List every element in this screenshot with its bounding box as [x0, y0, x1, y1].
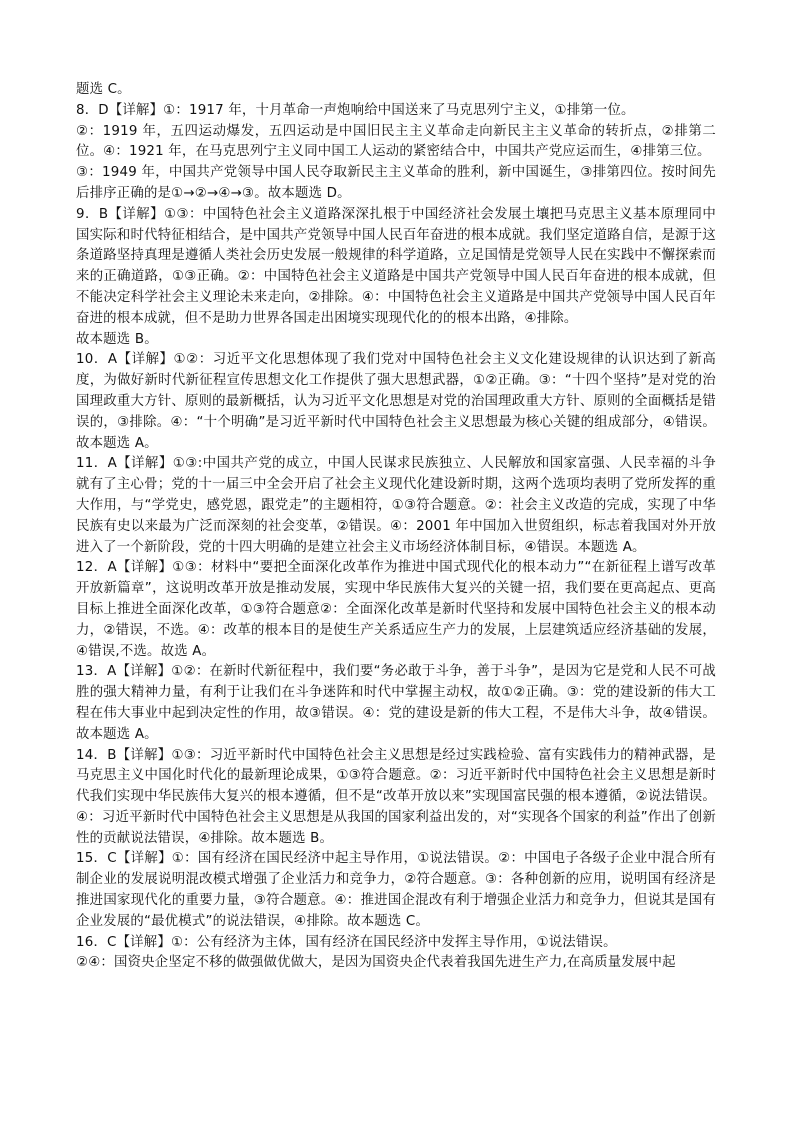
answer-14: 14．B【详解】①③：习近平新时代中国特色社会主义思想是经过实践检验、富有实践伟力的精神武器，是马克思主义中国化时代化的最新理论成果，①③符合题意。②：习近平新时代中国特色社会主义思想是新时代我们实现中华民族伟大复兴的根本遵循，但不是“改革开放以来”实现国富民强的根本遵循，②说法错误。④：习近平新时代中国特色社会主义思想是从我国的国家利益出发的，对“实现各个国家的利益”作出了创新性的贡献说法错误，④排除。故本题选 B。	[76, 747, 716, 846]
answer-12: 12．A【详解】①③：材料中“要把全面深化改革作为推进中国式现代化的根本动力”“在新征程上谱写改革开放新篇章”，这说明改革开放是推动发展，实现中华民族伟大复兴的关键一招，我们要在更高起点、更高目标上推进全面深化改革，①③符合题意②：全面深化改革是新时代坚持和发展中国特色社会主义的根本动力，②错误，不选。④：改革的根本目的是使生产关系适应生产力的发展，上层建筑适应经济基础的发展，④错误,不选。故选 A。	[76, 560, 716, 659]
answer-9-conclusion: 故本题选 B。	[76, 331, 158, 347]
answer-8-line-2: ②：1919 年，五四运动爆发，五四运动是中国旧民主主义革命走向新民主主义革命的转折点，②排第二位。④：1921 年，在马克思列宁主义同中国工人运动的紧密结合中，中国共产党应运而生，④排第三位。	[76, 123, 716, 160]
answer-16-line-2: ②④：国资央企坚定不移的做强做优做大，是因为国资央企代表着我国先进生产力,在高质量发展中起	[76, 955, 676, 971]
answer-11: 11．A【详解】①③:中国共产党的成立，中国人民谋求民族独立、人民解放和国家富强、人民幸福的斗争就有了主心骨；党的十一届三中全会开启了社会主义现代化建设新时期，这两个选项均表明了党所发挥的重大作用，与“学党史，感党恩，跟党走”的主题相符，①③符合题意。②：社会主义改造的完成，实现了中华民族有史以来最为广泛而深刻的社会变革，②错误。④：2001 年中国加入世贸组织，标志着我国对外开放进入了一个新阶段，党的十四大明确的是建立社会主义市场经济体制目标，④错误。本题选 A。	[76, 456, 716, 555]
paragraph: 题选 C。	[76, 82, 131, 97]
answer-15: 15．C【详解】①：国有经济在国民经济中起主导作用，①说法错误。②：中国电子各级子企业中混合所有制企业的发展说明混改模式增强了企业活力和竞争力，②符合题意。③：各种创新的应用，说明国有经济是推进国家现代化的重要力量，③符合题意。④：推进国企混改有利于增强企业活力和竞争力，但说其是国有企业发展的“最优模式”的说法错误，④排除。故本题选 C。	[76, 851, 716, 929]
answer-10: 10．A【详解】①②：习近平文化思想体现了我们党对中国特色社会主义文化建设规律的认识达到了新高度，为做好新时代新征程宣传思想文化工作提供了强大思想武器，①②正确。③：“十四个坚持”是对党的治国理政重大方针、原则的最新概括，认为习近平文化思想是对党的治国理政重大方针、原则的全面概括是错误的，③排除。④：“十个明确”是习近平新时代中国特色社会主义思想最为核心关键的组成部分，④错误。故本题选 A。	[76, 352, 716, 451]
answer-8-line-3: ③：1949 年，中国共产党领导中国人民夺取新民主主义革命的胜利，新中国诞生，③排第四位。按时间先后排序正确的是①→②→④→③。故本题选 D。	[76, 165, 716, 201]
answer-document	[76, 80, 716, 974]
answer-13: 13．A【详解】①②：在新时代新征程中，我们要“务必敢于斗争，善于斗争”，是因为它是党和人民不可战胜的强大精神力量，有利于让我们在斗争迷阵和时代中掌握主动权，故①②正确。③：党的建设新的伟大工程在伟大事业中起到决定性的作用，故③错误。④：党的建设是新的伟大工程，不是伟大斗争，故④错误。故本题选 A。	[76, 664, 716, 742]
answer-16-line-1: 16．C【详解】①：公有经济为主体，国有经济在国民经济中发挥主导作用，①说法错误。	[76, 934, 617, 950]
answer-9: 9．B【详解】①③：中国特色社会主义道路深深扎根于中国经济社会发展土壤把马克思主义基本原理同中国实际和时代特征相结合，是中国共产党领导中国人民百年奋进的根本成就。我们坚定道路自信，是源于这条道路坚持真理是遵循人类社会历史发展一般规律的科学道路，立足国情是党领导人民在实践中不懈探索而来的正确道路，①③正确。②：中国特色社会主义道路是中国共产党领导中国人民百年奋进的根本成就，但不能决定科学社会主义理论未来走向，②排除。④：中国特色社会主义道路是中国共产党领导中国人民百年奋进的根本成就，但不是助力世界各国走出困境实现现代化的的根本出路，④排除。	[76, 206, 716, 326]
answer-8-line-1: 8．D【详解】①：1917 年，十月革命一声炮响给中国送来了马克思列宁主义，①排第一位。	[76, 102, 635, 118]
